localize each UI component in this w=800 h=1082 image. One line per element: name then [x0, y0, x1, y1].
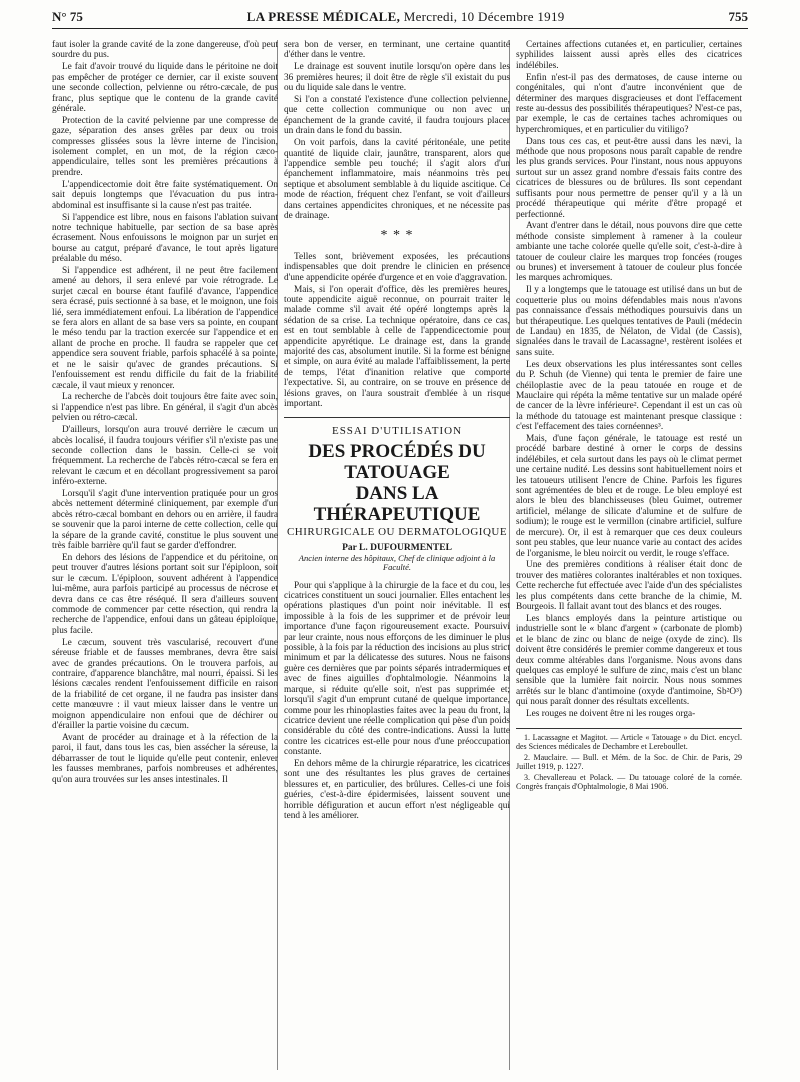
paragraph: On voit parfois, dans la cavité péritonéale, une petite quantité de liquide clair, jaunâtre, transparent, alors que l'appendice semble peu touché; il s'agit alors d'un épanchement inflammatoire, mais néanmoins très peu septique et absolument semblable à du liquide ascitique. Ce mode de réaction, fréquent chez l'enfant, se voit d'ailleurs dans certaines appendicites chroniques, et ne nécessite pas de drainage. [284, 138, 510, 221]
footnote: 2. Mauclaire. — Bull. et Mém. de la Soc. de Chir. de Paris, 29 Juillet 1919, p. 1227. [516, 752, 742, 771]
issue-number: N° 75 [52, 9, 83, 24]
paragraph: faut isoler la grande cavité de la zone dangereuse, d'où peut sourdre du pus. [52, 40, 278, 61]
article-subtitle: CHIRURGICALE OU DERMATOLOGIQUE [286, 525, 508, 538]
article-author: Par L. DUFOURMENTEL [342, 543, 452, 554]
article-title-line-1: DES PROCÉDÉS DU TATOUAGE [308, 440, 486, 483]
paragraph: Les deux observations les plus intéressantes sont celles du P. Schuh (de Vienne) qui tenta le premier de faire une chéiloplastie avec de la peau tatouée en rouge et de Mauclaire qui répéta la même tentative sur un malade opéré de cancer de la lèvre inférieure². Cependant il est un cas où la méthode du tatouage est maintenant presque classique : c'est l'effacement des taies cornéennes³. [516, 359, 742, 433]
column-2-conclusion [284, 252, 510, 410]
column-3 [516, 40, 742, 793]
article-kicker: ESSAI D'UTILISATION [331, 425, 463, 438]
paragraph: D'ailleurs, lorsqu'on aura trouvé derrière le cæcum un abcès localisé, il faudra toujours vérifier s'il n'existe pas une seconde collection dans le bassin. Celle-ci se voit fréquemment. La recherche de l'abcès rétro-cæcal se fera en relevant le cæcum et en décollant progressivement sa paroi inféro-externe. [52, 425, 278, 488]
column-3-body [516, 40, 742, 720]
footnotes [516, 728, 742, 791]
paragraph: Certaines affections cutanées et, en particulier, certaines syphilides laissent aussi après elles des cicatrices indélébiles. [516, 40, 742, 71]
column-2-upper [284, 40, 510, 221]
paragraph: Si l'on a constaté l'existence d'une collection pelvienne, que cette collection communique ou non avec un épanchement de la grande cavité, il faudra toujours placer un drain dans le fond du bassin. [284, 95, 510, 137]
article-title-line-2: DANS LA THÉRAPEUTIQUE [313, 482, 481, 525]
paragraph: Dans tous ces cas, et peut-être aussi dans les nævi, la méthode que nous proposons nous paraît capable de rendre les plus grands services. Pour l'instant, nous nous appuyons surtout sur un assez grand nombre d'essais faits contre des cicatrices de blessures ou de brûlures. Ils sont cependant suffisants pour nous permettre de penser qu'il y a là un procédé thérapeutique qui mérite d'être propagé et perfectionné. [516, 136, 742, 220]
paragraph: Pour qui s'applique à la chirurgie de la face et du cou, les cicatrices constituent un souci journalier. Elles entachent les opérations plastiques d'un point noir inévitable. Il est impossible à la fois de les supprimer et de prévoir leur importance d'une façon rigoureusement exacte. Poursuivi par leur crainte, nous nous efforçons de les diminuer le plus possible, à la fois par la réduction des incisions au plus strict minimum et par la délicatesse des sutures. Nous ne faisons guère ces dernières que par points séparés intradermiques et avec de fines aiguilles d'ophtalmologie. Néanmoins la marque, si réduite qu'elle soit, n'est pas supprimée et; lorsqu'il s'agit d'un emprunt cutané de quelque importance, comme pour les rhinoplasties faites avec la peau du front, la cicatrice devient une réelle complication qui pèse d'un poids considérable du côté des contre-indications. Aussi la lutte contre les cicatrices est-elle pour nous d'une préoccupation constante. [284, 580, 510, 758]
paragraph: sera bon de verser, en terminant, une certaine quantité d'éther dans le ventre. [284, 40, 510, 61]
column-1 [52, 40, 278, 786]
author-affiliation: Ancien interne des hôpitaux, Chef de clinique adjoint à la Faculté. [298, 552, 496, 573]
column-2-article-body [284, 581, 510, 822]
paragraph: Si l'appendice est adhérent, il ne peut être facilement amené au dehors, il sera enlevé par voie rétrograde. Le surjet cæcal en bourse étant faufilé d'avance, l'appendice sera écrasé, puis sectionné à sa base, et le moignon, une fois lié, sera immédiatement enfoui. La libération de l'appendice se fera alors en allant de sa base vers sa pointe, en coupant le méso tendu par la traction exercée sur l'appendice et en allant de proche en proche. Il faudra se rappeler que cet appendice sera souvent friable, parfois sphacélé à sa pointe, et ne le saisir qu'avec de grandes précautions. Si l'enfouissement est rendu difficile du fait de la friabilité cæcale, il vaut mieux y renoncer. [52, 266, 278, 391]
issue-date: Mercredi, 10 Décembre 1919 [403, 9, 565, 24]
paragraph: Les rouges ne doivent être ni les rouges orga- [526, 709, 696, 720]
paragraph: Avant d'entrer dans le détail, nous pouvons dire que cette méthode consiste simplement à ramener à la couleur ambiante une tache colorée quelle qu'elle soit, c'est-à-dire à tatouer de couleur claire les marques trop foncées (rouges ou brunes) et inversement à tatouer de couleur plus foncée les marques achromiques. [516, 221, 742, 284]
paragraph: Le drainage est souvent inutile lorsqu'on opère dans les 36 premières heures; il doit être de règle s'il existait du pus ou du liquide sale dans le ventre. [284, 62, 510, 94]
column-2 [284, 40, 510, 823]
running-header [52, 6, 748, 29]
paragraph: La recherche de l'abcès doit toujours être faite avec soin, si l'appendice n'est pas libre. En général, il s'agit d'un abcès pelvien ou rétro-cæcal. [52, 392, 278, 424]
paragraph: Telles sont, brièvement exposées, les précautions indispensables que doit prendre le clinicien en présence d'une appendicite opérée d'urgence et en voie d'aggravation. [284, 251, 510, 283]
page-number: 755 [728, 9, 748, 24]
paragraph: Le fait d'avoir trouvé du liquide dans le péritoine ne doit pas empêcher de protéger ce dernier, car il existe souvent une seconde collection, pelvienne ou rétro-cæcale, de pus franc, plus septique que le contenu de la grande cavité générale. [52, 62, 278, 114]
paragraph: L'appendicectomie doit être faite systématiquement. On sait depuis longtemps que l'évacuation du pus intra-abdominal est insuffisante si la cause n'est pas traitée. [52, 179, 278, 211]
paragraph: Lorsqu'il s'agit d'une intervention pratiquée pour un gros abcès nettement déterminé cliniquement, par exemple d'un abcès rétro-cæcal bombant en dehors ou en arrière, il faudra se souvenir que la paroi interne de cette collection, celle qui la sépare de la grande cavité, constitue le plus souvent une très faible barrière qu'il faut se garder d'effondrer. [52, 489, 278, 552]
paragraph: Mais, d'une façon générale, le tatouage est resté un procédé barbare destiné à orner le corps de dessins indélébiles, et cela surtout dans les pays où le climat permet une certaine nudité. Les dessins sont habituellement noirs et les tatoueurs utilisent l'encre de Chine. Parfois les figures sont agrémentées de bleu et de rouge. Le bleu employé est alors le bleu des blanchisseuses (bleu Guimet, outremer artificiel, mélange de silicate d'alumine et de sulfure de sodium); le rouge est le vermillon (cinabre artificiel, sulfure de mercure). Or, il est à remarquer que ces deux couleurs sont peu stables, que leur nuance varie au contact des acides de l'organisme, le bleu noircit ou verdit, le rouge s'efface. [516, 434, 742, 559]
paragraph: Il y a longtemps que le tatouage est utilisé dans un but de coquetterie plus ou moins défendables mais nous n'avons pas connaissance d'essais méthodiques poursuivis dans un but thérapeutique. Les quelques tentatives de Pauli (médecin de Landau) en 1835, de Nélaton, de Vidal (de Cassis), signalées dans le travail de Lacassagne¹, restèrent isolées et sans suite. [516, 285, 742, 358]
paragraph: Les blancs employés dans la peinture artistique ou industrielle sont le « blanc d'argent » (carbonate de plomb) et le blanc de zinc ou blanc de neige (oxyde de zinc). Ils doivent être considérés le premier comme dangereux et tous deux comme altérables dans l'organisme. Nous avons dans quelques cas employé le sulfure de zinc, mais c'est un blanc sensible que la lumière fait noircir. Nous nous sommes arrêtés sur le blanc d'antimoine (oxyde d'antimoine, Sb²O³) qui nous paraît donner des résultats excellents. [516, 613, 742, 708]
paragraph: Avant de procéder au drainage et à la réfection de la paroi, il faut, dans tous les cas, bien assécher la séreuse, la débarrasser de tout le liquide qu'elle peut contenir, enlever les fausses membranes, parfois nombreuses et adhérentes, qu'on aura trouvées sur les anses intestinales. Il [52, 732, 278, 785]
paragraph: Si l'appendice est libre, nous en faisons l'ablation suivant notre technique habituelle, par section de sa base après écrasement. Nous enfouissons le moignon par un surjet en bourse au catgut, préparé d'avance, le tout après ligature préalable du méso. [52, 212, 278, 265]
paragraph: Enfin n'est-il pas des dermatoses, de cause interne ou congénitales, qui n'ont d'autre inconvénient que de déterminer des marques disgracieuses et dont l'effacement reste au-dessus des possibilités thérapeutiques? N'est-ce pas, par exemple, le cas de certaines taches achromiques ou hyperchromiques, et en particulier du vitiligo? [516, 72, 742, 135]
paragraph: Mais, si l'on operait d'office, dès les premières heures, toute appendicite aiguë reconnue, on pourrait traiter le malade comme s'il avait été opéré longtemps après la sédation de sa crise. La technique opératoire, dans ce cas, est en tout semblable à celle de l'appendicectomie pour appendicite apyrétique. Le drainage est, dans la grande majorité des cas, absolument inutile. Si la forme est bénigne et simple, on aura évité au malade l'affaiblissement, la perte de temps, l'état d'inanition relative que comporte l'expectative. Si, au contraire, on se trouve en présence de lésions graves, on l'aura soustrait d'emblée à un risque important. [284, 284, 510, 409]
paragraph: Le cæcum, souvent très vascularisé, recouvert d'une séreuse friable et de fausses membranes, devra être saisi avec de grandes précautions. On le trouvera parfois, au contraire, d'apparence blanchâtre, mal nourri, épaissi. Si les lésions cæcales rendent l'enfouissement difficile en raison de la friabilité de cet organe, il ne faudra pas insister dans cette manœuvre : il vaut mieux laisser dans le ventre un moignon appendiculaire non enfoui que de déchirer ou d'érailler la partie voisine du cæcum. [52, 637, 278, 731]
article-header [284, 417, 510, 572]
journal-title [247, 9, 565, 25]
paragraph: Une des premières conditions à réaliser était donc de trouver des matières colorantes inaltérables et non toxiques. Cette recherche fut effectuée avec l'aide d'un des spécialistes les plus compétents dans cette branche de la chimie, M. Bourgeois. Il fallait avant tout des blancs et des rouges. [516, 560, 742, 613]
footnote: 1. Lacassagne et Magitot. — Article « Tatouage » du Dict. encycl. des Sciences médicales de Dechambre et Lereboullet. [516, 732, 742, 751]
paragraph: En dehors même de la chirurgie réparatrice, les cicatrices sont une des résultantes les plus graves de certaines blessures et, en particulier, des brûlures. Celles-ci une fois guéries, c'est-à-dire épidermisées, laissent souvent une horrible défiguration et aucun effort n'est négligeable qui tend à les améliorer. [284, 759, 510, 822]
footnote: 3. Chevallereau et Polack. — Du tatouage coloré de la cornée. Congrès français d'Ophtalmologie, 8 Mai 1906. [516, 772, 742, 791]
journal-name: LA PRESSE MÉDICALE, [246, 9, 401, 24]
paragraph: Protection de la cavité pelvienne par une compresse de gaze, séparation des anses grêles par deux ou trois compresses glissées sous la lèvre interne de l'incision, isolement complet, en un mot, de la région cæco-appendiculaire, telles sont les premières précautions à prendre. [52, 115, 278, 178]
paragraph: En dehors des lésions de l'appendice et du péritoine, on peut trouver d'autres lésions portant soit sur l'épiploon, soit sur le cæcum. L'épiploon, souvent adhérent à l'appendice lui-même, aura parfois participé au processus de nécrose et devra dans ce cas être réséqué. Il sera d'ailleurs souvent commode de commencer par cette résection, qui rendra la recherche de l'appendice, enfoui dans un gâteau épiploïque, plus facile. [52, 553, 278, 636]
section-asterism: * * * [380, 228, 414, 244]
